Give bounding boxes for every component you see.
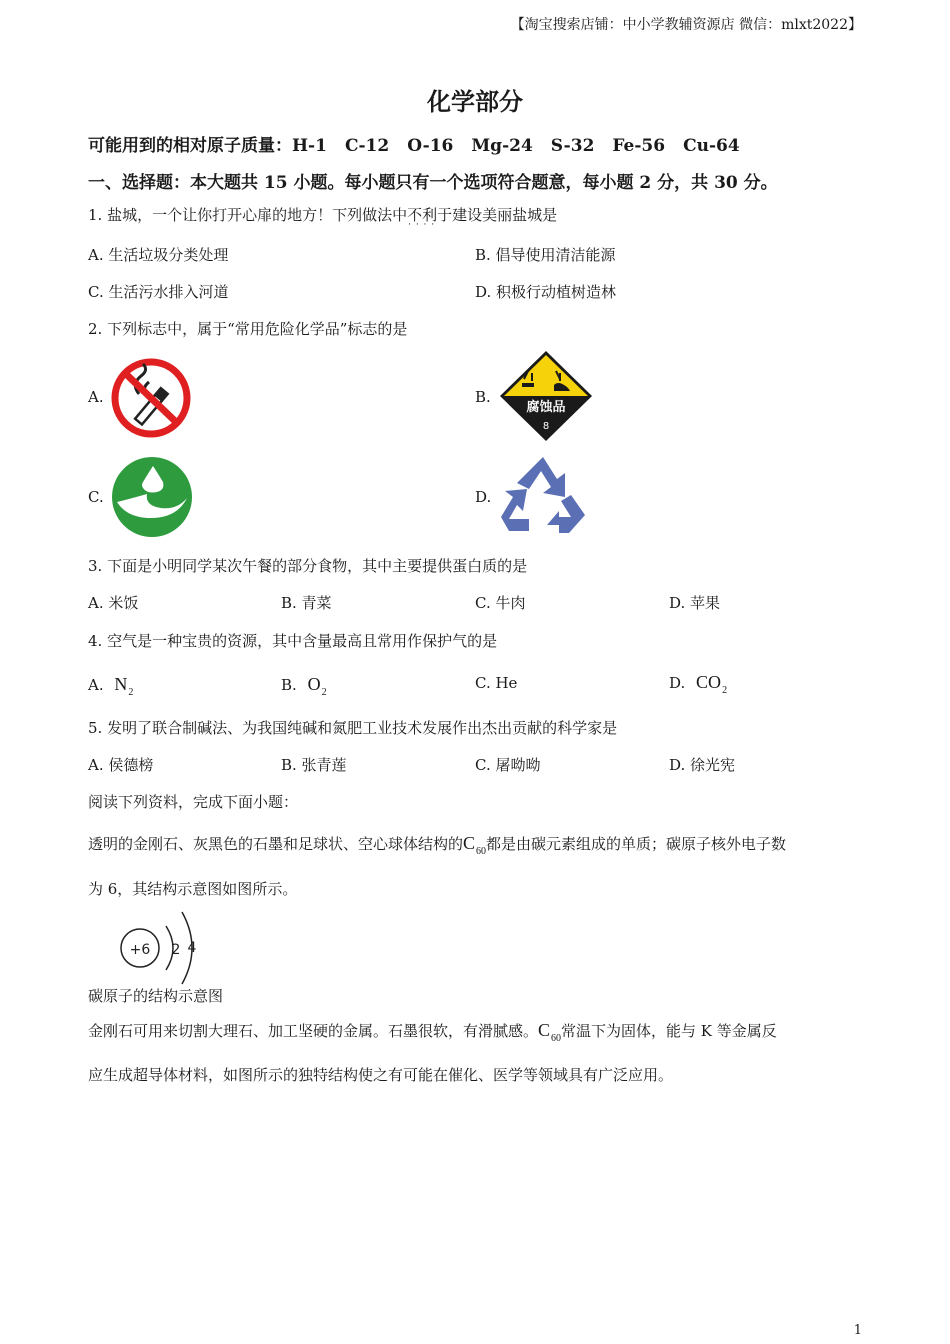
q3-option-b: B. 青菜 <box>281 594 332 612</box>
water-saving-icon <box>111 456 193 538</box>
atom-diagram-caption: 碳原子的结构示意图 <box>88 987 224 1005</box>
reading-paragraph-1-cont: 为 6，其结构示意图如图所示。 <box>88 880 298 898</box>
mass-item: C-12 <box>344 136 390 156</box>
mass-item: O-16 <box>407 136 454 156</box>
q3-option-d: D. 苹果 <box>669 594 721 612</box>
q4-label-b: B. <box>281 676 297 694</box>
q1-option-b: B. 倡导使用清洁能源 <box>475 246 616 264</box>
q4-option-a <box>88 674 133 698</box>
q1-emphasis: 不利于 · · · · <box>407 206 452 224</box>
q5-option-c: C. 屠呦呦 <box>475 756 541 774</box>
formula-o2: $O_2$ <box>307 674 327 698</box>
atomic-masses <box>88 131 758 156</box>
q4-label-a: A. <box>88 676 104 694</box>
page-title: 化学部分 <box>427 87 523 116</box>
mass-item: S-32 <box>550 136 595 156</box>
corrosive-class: 8 <box>542 421 550 432</box>
carbon-atom-diagram <box>116 906 206 986</box>
reading-intro: 阅读下列资料，完成下面小题： <box>88 793 299 811</box>
mass-item: Mg-24 <box>471 136 533 156</box>
q5-option-a: A. 侯德榜 <box>88 756 154 774</box>
formula-c60-2: $C_{60}$ <box>538 1020 562 1044</box>
q1-stem <box>88 204 557 225</box>
q2-label-b: B. <box>475 388 491 406</box>
q4-stem: 4. 空气是一种宝贵的资源，其中含量最高且常用作保护气的是 <box>88 632 498 650</box>
q4-option-b <box>281 674 327 698</box>
q5-option-b: B. 张青莲 <box>281 756 347 774</box>
atom-nucleus-label: +6 <box>129 942 151 958</box>
mass-item: Fe-56 <box>612 136 666 156</box>
section-heading: 一、选择题：本大题共 15 小题。每小题只有一个选项符合题意，每小题 2 分，共 30 分。 <box>88 173 778 193</box>
q5-stem: 5. 发明了联合制碱法、为我国纯碱和氮肥工业技术发展作出杰出贡献的科学家是 <box>88 719 618 737</box>
q2-label-d: D. <box>475 488 492 506</box>
q1-option-c: C. 生活污水排入河道 <box>88 283 229 301</box>
q4-label-d: D. <box>669 674 686 692</box>
q5-option-d: D. 徐光宪 <box>669 756 736 774</box>
q4-option-d <box>669 672 727 696</box>
atom-shell-1: 2 <box>171 942 181 958</box>
atom-shell-2: 4 <box>187 940 197 956</box>
corrosive-label: 腐蚀品 <box>526 400 566 415</box>
q1-stem-post: 建设美丽盐城是 <box>452 206 558 224</box>
atomic-masses-label: 可能用到的相对原子质量： <box>88 136 292 156</box>
q1-stem-pre: 1. 盐城，一个让你打开心扉的地方！下列做法中 <box>88 206 408 224</box>
recycle-icon <box>499 455 587 535</box>
q3-stem: 3. 下面是小明同学某次午餐的部分食物，其中主要提供蛋白质的是 <box>88 557 528 575</box>
page-number: 1 <box>853 1323 862 1338</box>
corrosive-hazard-icon <box>498 349 594 443</box>
formula-n2: $N_2$ <box>114 674 134 698</box>
q1-option-a: A. 生活垃圾分类处理 <box>88 246 229 264</box>
mass-item: Cu-64 <box>683 136 740 156</box>
header-note: 【淘宝搜索店铺：中小学教辅资源店 微信：mlxt2022】 <box>510 17 862 33</box>
q4-option-c: C. He <box>475 674 518 692</box>
q2-label-c: C. <box>88 488 104 506</box>
formula-co2: $CO_2$ <box>696 672 728 696</box>
formula-c60: $C_{60}$ <box>463 833 487 857</box>
q2-stem: 2. 下列标志中，属于“常用危险化学品”标志的是 <box>88 320 408 338</box>
q2-label-a: A. <box>88 388 104 406</box>
mass-item: H-1 <box>292 136 327 156</box>
reading-paragraph-2: 金刚石可用来切割大理石、加工坚硬的金属。石墨很软，有滑腻感。$C_{60}$常温下为固体，能与 K 等金属反 <box>88 1020 777 1044</box>
q3-option-c: C. 牛肉 <box>475 594 526 612</box>
reading-paragraph-2-cont: 应生成超导体材料，如图所示的独特结构使之有可能在催化、医学等领域具有广泛应用。 <box>88 1066 674 1084</box>
q3-option-a: A. 米饭 <box>88 594 139 612</box>
reading-paragraph-1: 透明的金刚石、灰黑色的石墨和足球状、空心球体结构的$C_{60}$都是由碳元素组成的单质；碳原子核外电子数 <box>88 833 787 857</box>
no-smoking-icon <box>109 356 193 440</box>
q1-option-d: D. 积极行动植树造林 <box>475 283 617 301</box>
